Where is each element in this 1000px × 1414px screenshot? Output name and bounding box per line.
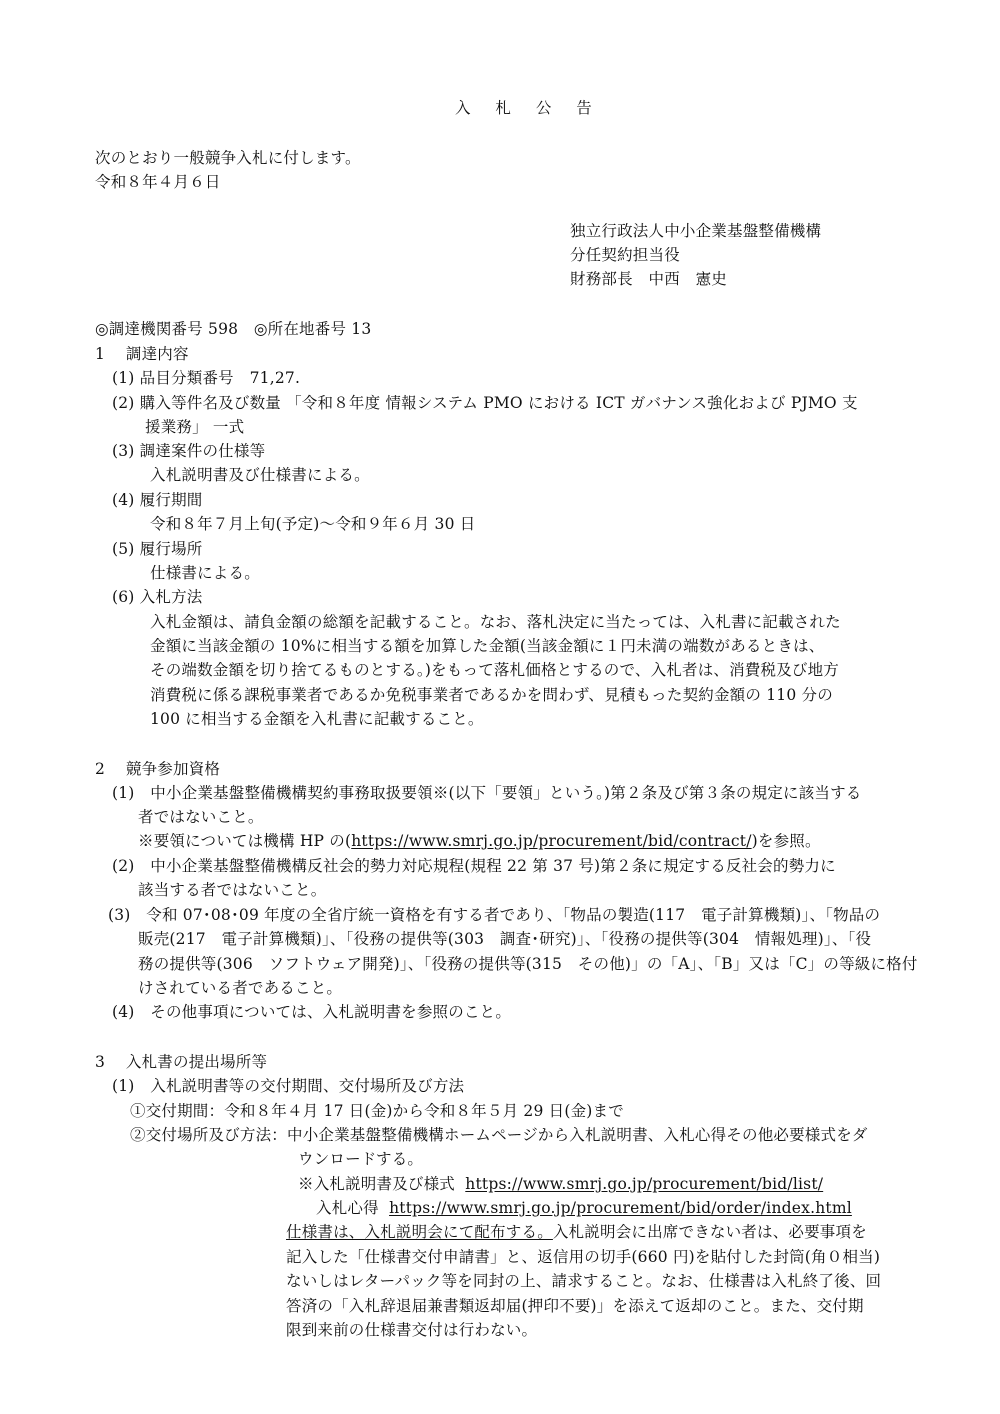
s3-item-1: (1) 入札説明書等の交付期間、交付場所及び方法 bbox=[112, 1077, 465, 1095]
s2-item-4: (4) その他事項については、入札説明書を参照のこと。 bbox=[112, 1003, 512, 1021]
bid-rules-label: 入札心得 bbox=[316, 1199, 379, 1217]
s3-spec-line bbox=[286, 1221, 867, 1243]
notice-date: 令和８年４月６日 bbox=[95, 173, 221, 191]
s3-spec-line: ないしはレターパック等を同封の上、請求すること。なお、仕様書は入札終了後、回 bbox=[286, 1272, 882, 1290]
s1-item-1: (1) 品目分類番号 71,27. bbox=[112, 369, 301, 387]
s3-link-row-2 bbox=[316, 1197, 852, 1219]
s1-item-4-value: 令和８年７月上旬(予定)～令和９年６月 30 日 bbox=[150, 515, 476, 533]
s2-item-3-cont: 販売(217 電子計算機類)」、「役務の提供等(303 調査･研究)」、「役務の提供等(304 情報処理)」、「役 bbox=[138, 930, 872, 948]
s3-spec-line: 限到来前の仕様書交付は行わない。 bbox=[286, 1321, 538, 1339]
s1-item-3-value: 入札説明書及び仕様書による。 bbox=[150, 466, 370, 484]
contract-rules-link[interactable]: https://www.smrj.go.jp/procurement/bid/contract/ bbox=[351, 832, 752, 850]
agency-codes: ◎調達機関番号 598 ◎所在地番号 13 bbox=[95, 320, 372, 338]
s3-delivery-method-cont: ウンロードする。 bbox=[298, 1150, 424, 1168]
s2-item-1-cont: 者ではないこと。 bbox=[138, 808, 264, 826]
spec-distribution-note: 仕様書は、入札説明会にて配布する。 bbox=[286, 1223, 553, 1241]
s1-item-6-line: その端数金額を切り捨てるものとする。)をもって落札価格とするので、入札者は、消費税及び地方 bbox=[150, 661, 839, 679]
bid-rules-link[interactable]: https://www.smrj.go.jp/procurement/bid/order/index.html bbox=[389, 1199, 852, 1217]
s1-item-6-line: 100 に相当する金額を入札書に記載すること。 bbox=[150, 710, 484, 728]
spec-request-text: 入札説明会に出席できない者は、必要事項を bbox=[552, 1223, 867, 1241]
s1-item-2-cont: 援業務」 一式 bbox=[145, 418, 245, 436]
document-title: 入 札 公 告 bbox=[455, 99, 602, 117]
s2-item-2: (2) 中小企業基盤整備機構反社会的勢力対応規程(規程 22 第 37 号)第２条に規定する反社会的勢力に bbox=[112, 857, 836, 875]
s1-item-2: (2) 購入等件名及び数量 「令和８年度 情報システム PMO における ICT ガバナンス強化および PJMO 支 bbox=[112, 394, 858, 412]
s1-item-6-line: 金額に当該金額の 10%に相当する額を加算した金額(当該金額に１円未満の端数があるときは、 bbox=[150, 637, 825, 655]
s2-note bbox=[138, 830, 821, 852]
section-1-heading: 1 調達内容 bbox=[95, 345, 189, 363]
intro-text: 次のとおり一般競争入札に付します。 bbox=[95, 149, 361, 167]
s1-item-4: (4) 履行期間 bbox=[112, 491, 203, 509]
s2-note-suffix: )を参照。 bbox=[751, 832, 821, 850]
s2-item-3-cont: 務の提供等(306 ソフトウェア開発)」、「役務の提供等(315 その他)」の「A」、「B」又は「C」の等級に格付 bbox=[138, 955, 918, 973]
s3-spec-line: 答済の「入札辞退届兼書類返却届(押印不要)」を添えて返却のこと。また、交付期 bbox=[286, 1297, 864, 1315]
issuer-name: 財務部長 中西 憲史 bbox=[570, 270, 728, 288]
bid-docs-link[interactable]: https://www.smrj.go.jp/procurement/bid/list/ bbox=[465, 1175, 824, 1193]
bid-docs-label: ※入札説明書及び様式 bbox=[298, 1175, 456, 1193]
s1-item-5-value: 仕様書による。 bbox=[150, 564, 260, 582]
s2-item-1: (1) 中小企業基盤整備機構契約事務取扱要領※(以下「要領」という。)第２条及び第３条の規定に該当する bbox=[112, 784, 862, 802]
s2-item-2-cont: 該当する者ではないこと。 bbox=[138, 881, 327, 899]
s2-note-prefix: ※要領については機構 HP の( bbox=[138, 832, 352, 850]
issuer-role: 分任契約担当役 bbox=[570, 246, 680, 264]
section-2-heading: 2 競争参加資格 bbox=[95, 760, 221, 778]
s1-item-6-line: 入札金額は、請負金額の総額を記載すること。なお、落札決定に当たっては、入札書に記載された bbox=[150, 613, 841, 631]
s1-item-6-line: 消費税に係る課税事業者であるか免税事業者であるかを問わず、見積もった契約金額の 110 分の bbox=[150, 686, 833, 704]
s3-delivery-method: ②交付場所及び方法：中小企業基盤整備機構ホームページから入札説明書、入札心得その他必要様式をダ bbox=[130, 1126, 868, 1144]
s1-item-6: (6) 入札方法 bbox=[112, 588, 203, 606]
s3-link-row-1 bbox=[298, 1173, 823, 1195]
s2-item-3-cont: けされている者であること。 bbox=[138, 979, 343, 997]
s2-item-3: (3) 令和 07･08･09 年度の全省庁統一資格を有する者であり、「物品の製造(117 電子計算機類)」、「物品の bbox=[108, 906, 881, 924]
s1-item-3: (3) 調達案件の仕様等 bbox=[112, 442, 266, 460]
issuer-organization: 独立行政法人中小企業基盤整備機構 bbox=[570, 222, 822, 240]
section-3-heading: 3 入札書の提出場所等 bbox=[95, 1053, 268, 1071]
s3-spec-line: 記入した「仕様書交付申請書」と、返信用の切手(660 円)を貼付した封筒(角０相当) bbox=[286, 1248, 881, 1266]
s3-delivery-period: ①交付期間：令和８年４月 17 日(金)から令和８年５月 29 日(金)まで bbox=[130, 1102, 624, 1120]
s1-item-5: (5) 履行場所 bbox=[112, 540, 203, 558]
